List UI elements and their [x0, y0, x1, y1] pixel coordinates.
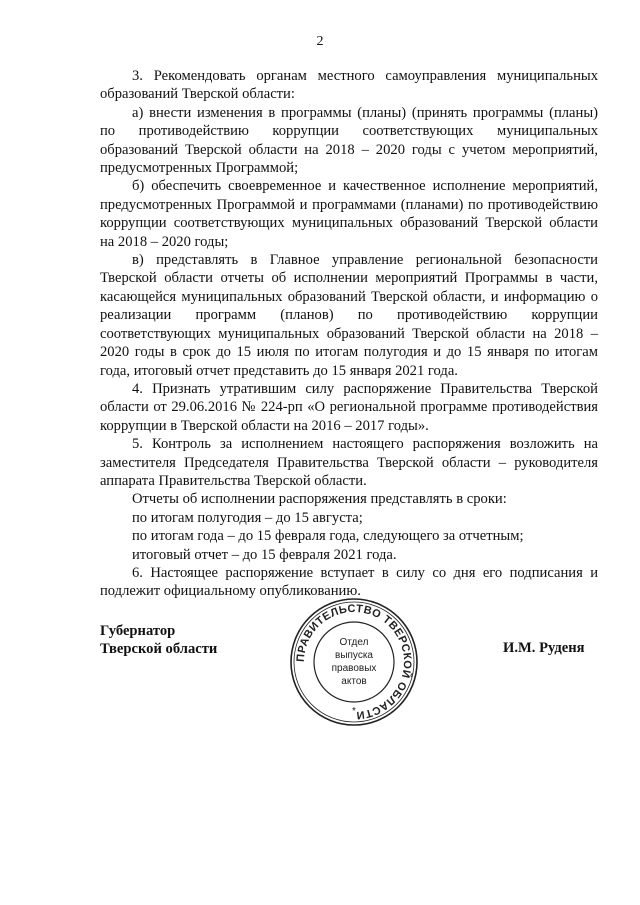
signature-title — [100, 622, 217, 658]
seal-inner-line-3: правовых — [331, 663, 377, 674]
seal-outer-ring-inner — [294, 602, 414, 722]
seal-star-icon: * — [352, 706, 356, 717]
paragraph-item-6: 6. Настоящее распоряжение вступает в силу со дня его подписания и подлежит официальному опубликованию. — [100, 564, 598, 600]
seal-ring-text: ПРАВИТЕЛЬСТВО ТВЕРСКОЙ ОБЛАСТИ — [294, 602, 414, 722]
paragraph-item-4: 4. Признать утратившим силу распоряжение Правительства Тверской области от 29.06.2016 № 224-рп «О региональной программе противодействия коррупции в Тверской области на 2016 – 2017 годы». — [100, 380, 598, 434]
seal-inner-line-4: актов — [341, 676, 367, 687]
paragraph-item-5: 5. Контроль за исполнением настоящего распоряжения возложить на заместителя Председателя Правительства Тверской области – руководителя аппарата Правительства Тверской области. — [100, 436, 598, 489]
document-body — [100, 67, 598, 601]
paragraph-subitem-v: в) представлять в Главное управление региональной безопасности Тверской области отчеты об исполнении мероприятий Программы в части, касающейся муниципальных образований Тверской области, и информацию о реализации программ (планов) по противодействию коррупции соответствующих муниципальных образований Тверской области на 2018 – 2020 годы в срок до 15 июля по итогам полугодия и до 15 января по итогам года, итоговый отчет представить до 15 января 2021 года. — [100, 252, 598, 379]
paragraph-item-3: 3. Рекомендовать органам местного самоуправления муниципальных образований Тверской области: — [100, 68, 598, 103]
seal-inner-line-2: выпуска — [335, 650, 373, 661]
official-seal — [288, 596, 420, 728]
signature-title-line1: Губернатор — [100, 623, 176, 639]
page-number: 2 — [316, 34, 324, 49]
paragraph-deadline-year: по итогам года – до 15 февраля года, следующего за отчетным; — [132, 528, 524, 545]
signature-name: И.М. Руденя — [503, 640, 585, 656]
paragraph-deadline-halfyear: по итогам полугодия – до 15 августа; — [132, 509, 363, 526]
paragraph-deadline-final: итоговый отчет – до 15 февраля 2021 года. — [132, 546, 397, 563]
paragraph-subitem-b: б) обеспечить своевременное и качественное исполнение мероприятий, предусмотренных Программой и программами (планами) по противодействию коррупции соответствующих муниципальных образований Тверской области на 2018 – 2020 годы; — [100, 178, 598, 250]
seal-inner-line-1: Отдел — [339, 637, 369, 648]
seal-inner-ring — [314, 622, 394, 702]
paragraph-subitem-a: а) внести изменения в программы (планы) (принять программы (планы) по противодействию коррупции соответствующих муниципальных образований Тверской области на 2018 – 2020 годы с учетом мероприятий, предусмотренных Программой; — [100, 104, 598, 177]
paragraph-report-deadlines: Отчеты об исполнении распоряжения представлять в сроки: — [132, 491, 507, 508]
signature-title-line2: Тверской области — [100, 641, 218, 657]
